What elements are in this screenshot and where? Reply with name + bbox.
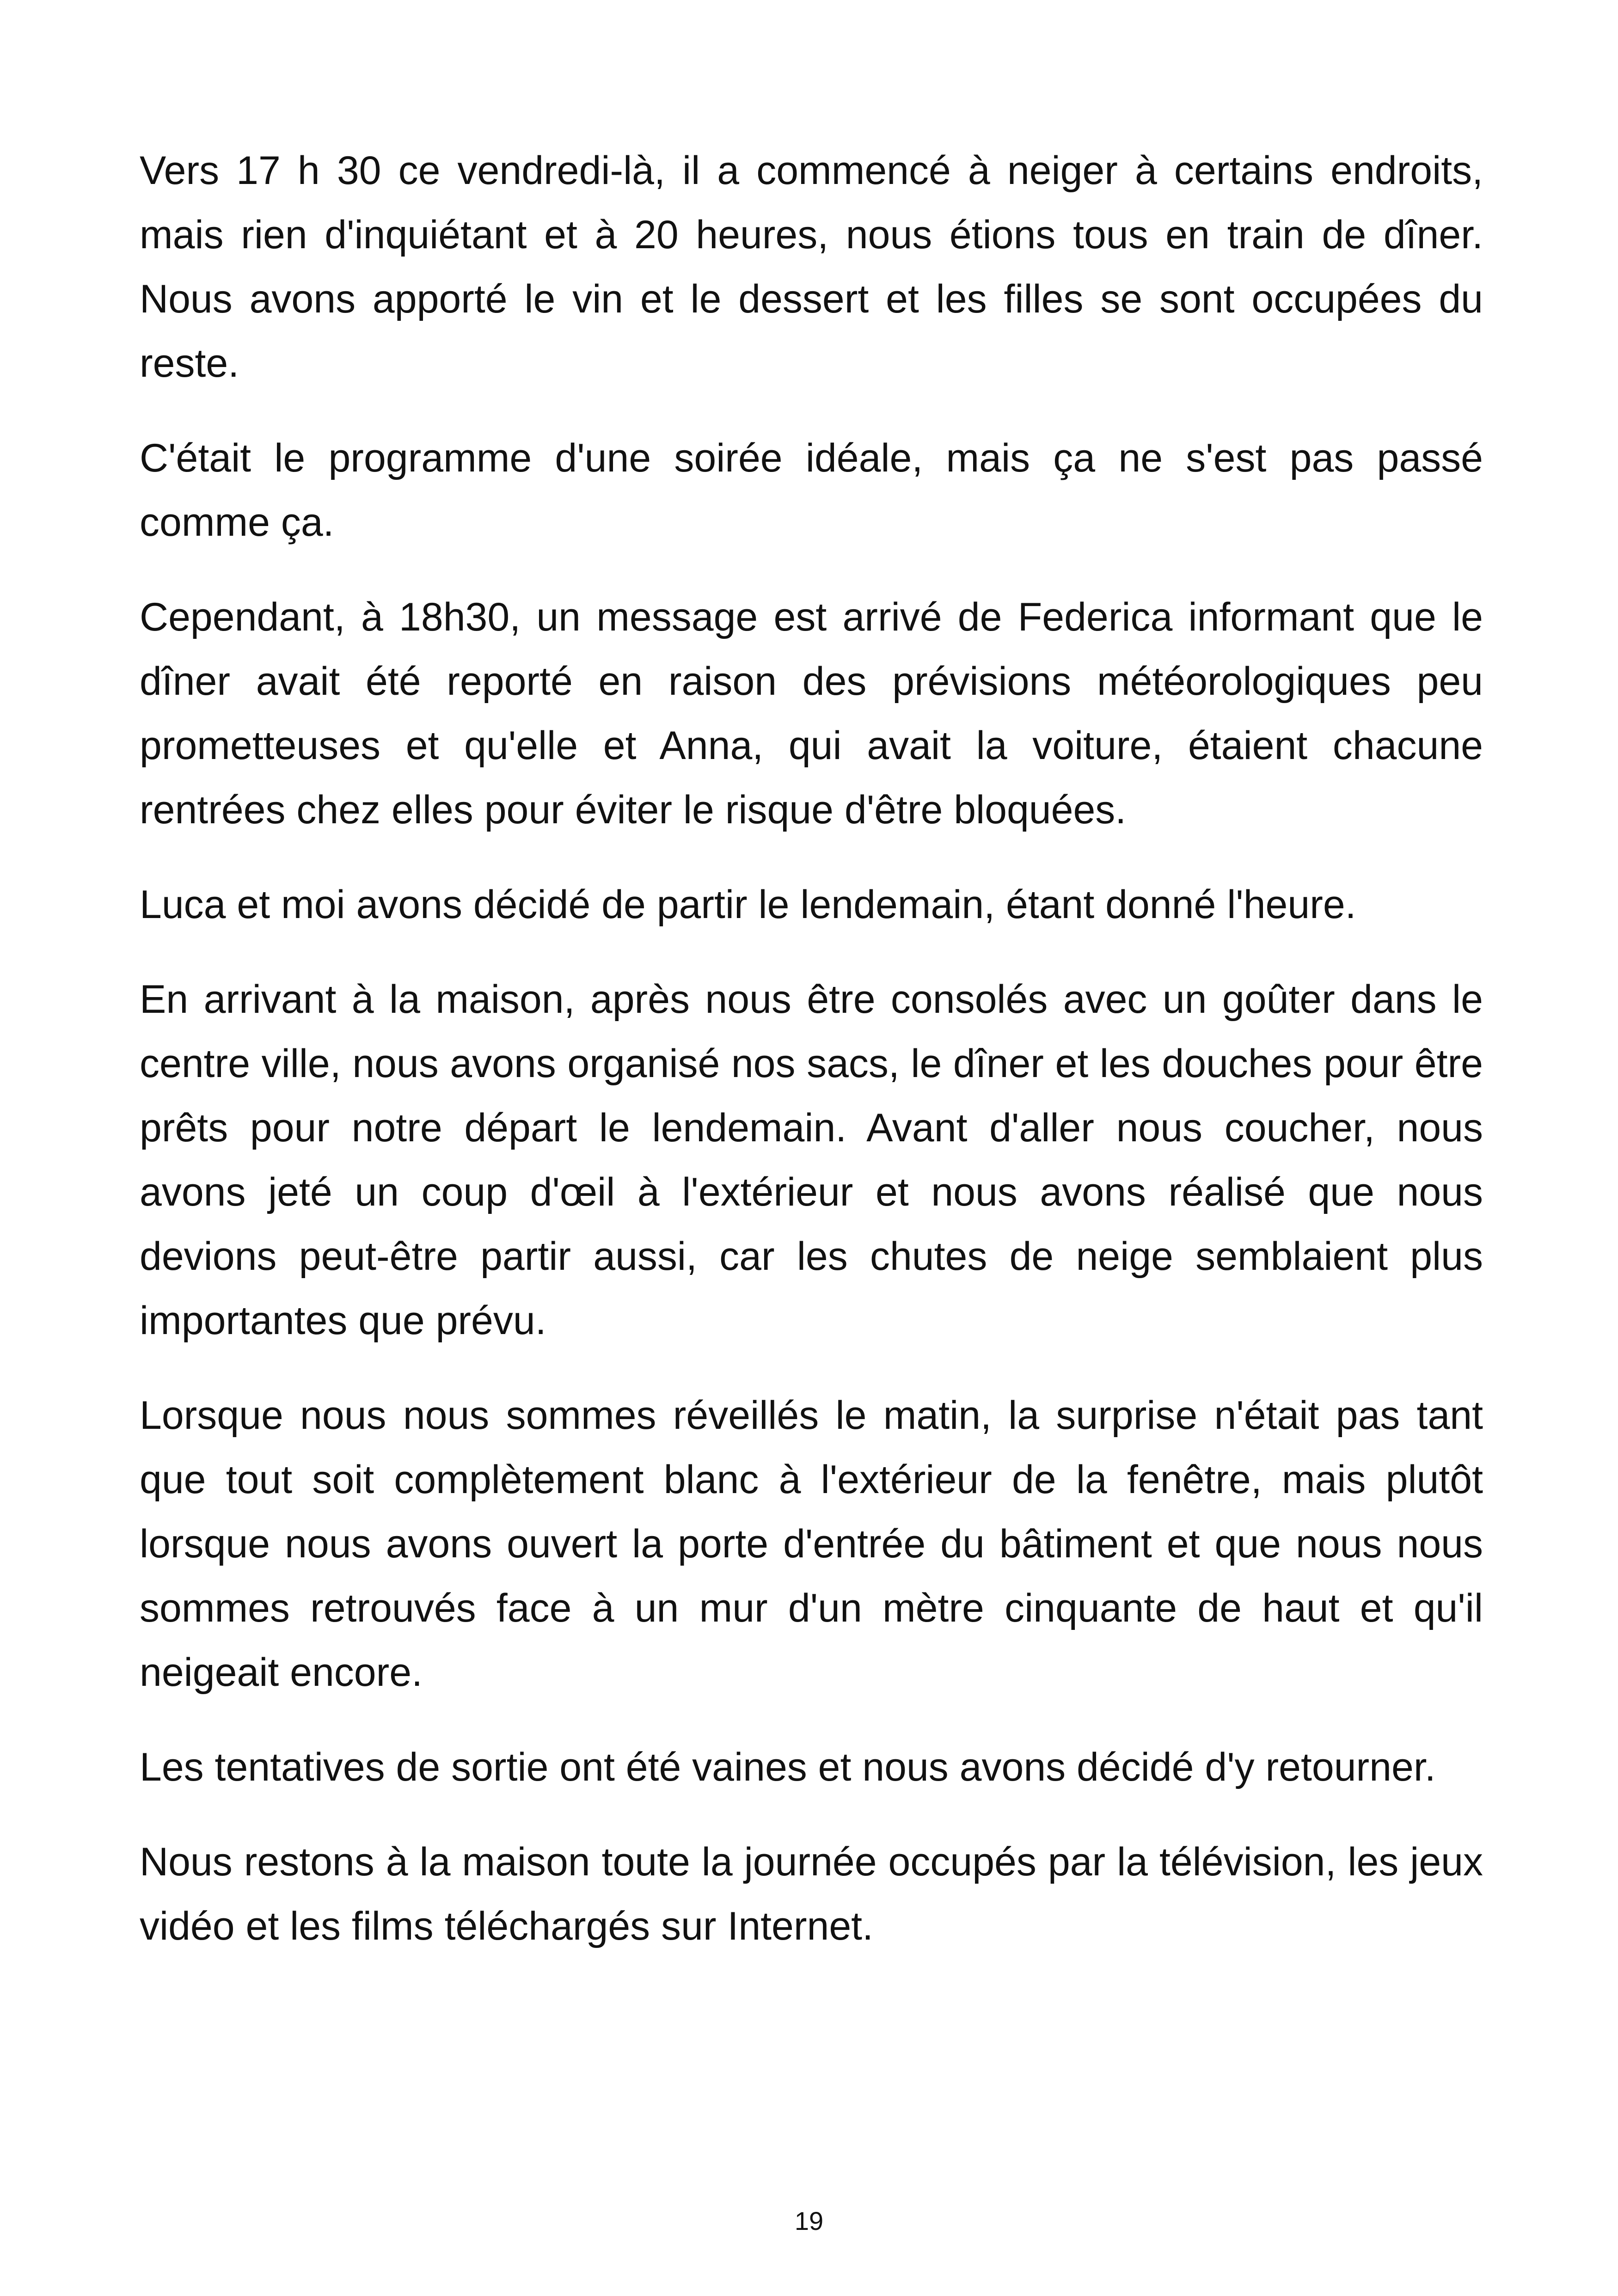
paragraph: Nous restons à la maison toute la journée occupés par la télévision, les jeux vidéo et les films téléchargés sur Internet. [140,1840,1483,1948]
paragraph: Les tentatives de sortie ont été vaines et nous avons décidé d'y retourner. [140,1745,1436,1789]
page-number: 19 [794,2206,824,2235]
page-body [140,139,1483,1989]
paragraph: Cependant, à 18h30, un message est arrivé de Federica informant que le dîner avait été reporté en raison des prévisions météorologiques peu prometteuses et qu'elle et Anna, qui avait la voiture, étaient chacune rentrées chez elles pour éviter le risque d'être bloquées. [140,595,1483,832]
paragraph: En arrivant à la maison, après nous être consolés avec un goûter dans le centre ville, nous avons organisé nos sacs, le dîner et les douches pour être prêts pour notre départ le lendemain. Avant d'aller nous coucher, nous avons jeté un coup d'œil à l'extérieur et nous avons réalisé que nous devions peut-être partir aussi, car les chutes de neige semblaient plus importantes que prévu. [140,977,1483,1343]
paragraph: C'était le programme d'une soirée idéale, mais ça ne s'est pas passé comme ça. [140,436,1483,545]
paragraph: Lorsque nous nous sommes réveillés le matin, la surprise n'était pas tant que tout soit complètement blanc à l'extérieur de la fenêtre, mais plutôt lorsque nous avons ouvert la porte d'entrée du bâtiment et que nous nous sommes retrouvés face à un mur d'un mètre cinquante de haut et qu'il neigeait encore. [140,1393,1483,1695]
paragraph: Luca et moi avons décidé de partir le lendemain, étant donné l'heure. [140,882,1356,927]
paragraph: Vers 17 h 30 ce vendredi-là, il a commencé à neiger à certains endroits, mais rien d'inquiétant et à 20 heures, nous étions tous en train de dîner. Nous avons apporté le vin et le dessert et les filles se sont occupées du reste. [140,148,1483,386]
